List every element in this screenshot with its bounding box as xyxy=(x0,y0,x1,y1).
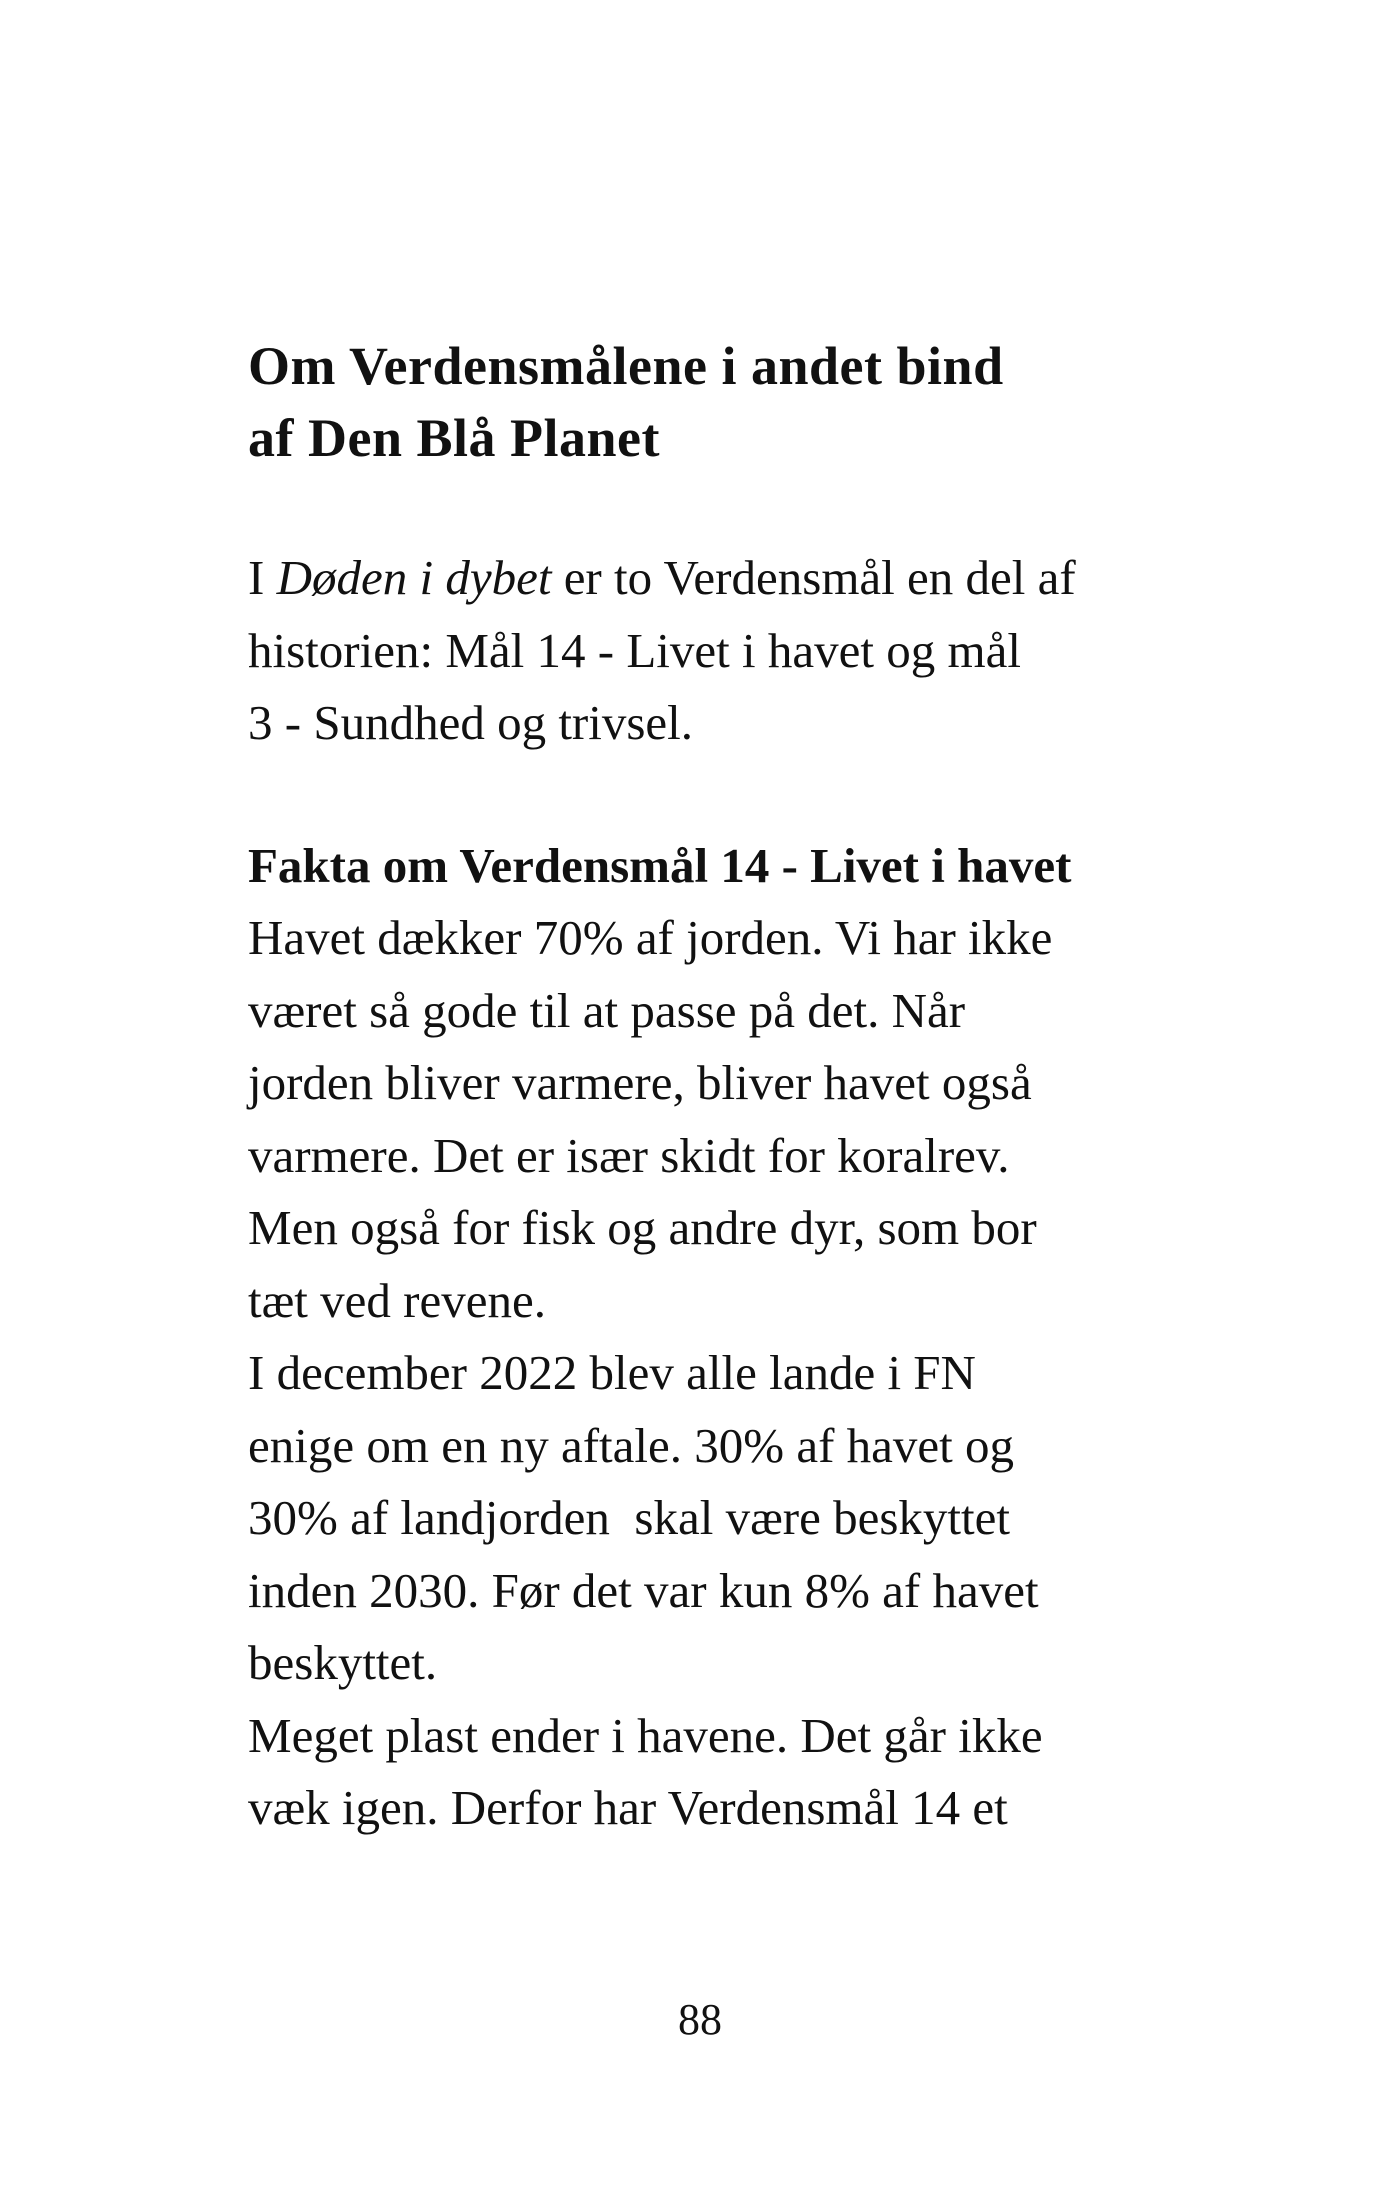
heading-line-1: Om Verdensmålene i andet bind xyxy=(248,336,1004,396)
book-title: Døden i dybet xyxy=(276,550,552,605)
fact-line: jorden bliver varmere, bliver havet også xyxy=(248,1055,1032,1110)
fact-line: I december 2022 blev alle lande i FN xyxy=(248,1345,976,1400)
fact-line: Meget plast ender i havene. Det går ikke xyxy=(248,1707,1043,1763)
fact-line: Men også for fisk og andre dyr, som bor xyxy=(248,1200,1037,1255)
intro-prefix: I xyxy=(248,550,277,605)
intro-line-3: 3 - Sundhed og trivsel. xyxy=(248,695,694,750)
heading-line-2: af Den Blå Planet xyxy=(248,408,660,468)
intro-line-2: historien: Mål 14 - Livet i havet og mål xyxy=(248,622,1021,678)
fact-line: været så gode til at passe på det. Når xyxy=(248,982,966,1038)
intro-suffix: er to Verdensmål en del af xyxy=(551,550,1076,605)
intro-paragraph xyxy=(248,542,1208,760)
page-number: 88 xyxy=(678,1995,722,2044)
fact-line: inden 2030. Før det var kun 8% af havet xyxy=(248,1562,1039,1618)
fact-line: tæt ved revene. xyxy=(248,1272,546,1328)
fact-line: enige om en ny aftale. 30% af havet og xyxy=(248,1417,1015,1473)
section-heading xyxy=(248,330,1208,474)
fact-title: Fakta om Verdensmål 14 - Livet i havet xyxy=(248,837,1072,893)
fact-line: væk igen. Derfor har Verdensmål 14 et xyxy=(248,1780,1008,1835)
fact-line: 30% af landjorden skal være beskyttet xyxy=(248,1490,1011,1545)
page-content xyxy=(248,330,1208,1845)
fact-line: varmere. Det er især skidt for koralrev. xyxy=(248,1127,1010,1183)
fact-line: beskyttet. xyxy=(248,1635,438,1690)
fact-section xyxy=(248,830,1208,1845)
fact-line: Havet dækker 70% af jorden. Vi har ikke xyxy=(248,910,1053,965)
intro-line-1 xyxy=(248,542,1208,615)
